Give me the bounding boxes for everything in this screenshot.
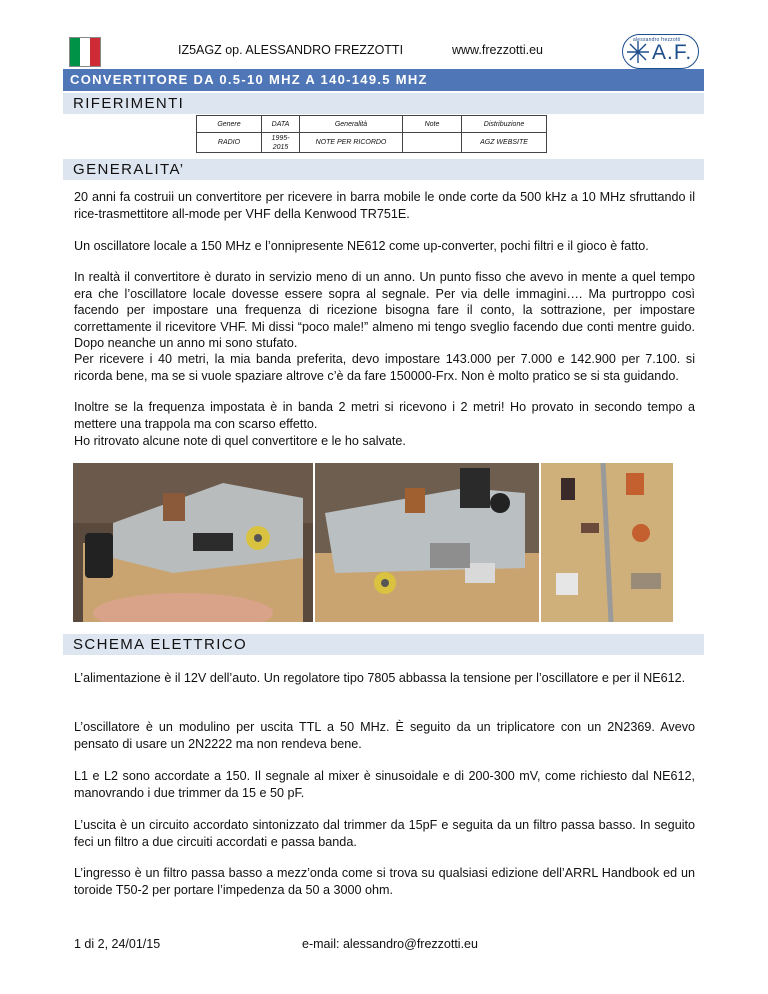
table-cell: AGZ WEBSITE [462,133,547,153]
table-header-cell: Genere [197,116,262,133]
paragraph: L’uscita è un circuito accordato sintonizzato dal trimmer da 15pF e seguita da un filtro passa basso. In seguito feci un filtro a due circuiti accordati e passa banda. [74,818,695,849]
reference-table [196,115,547,153]
converter-photo-1 [73,463,313,622]
section-generalita [63,159,704,180]
converter-photo-3 [541,463,673,622]
section-schema-elettrico [63,634,704,655]
table-cell: RADIO [197,133,262,153]
section-title: SCHEMA ELETTRICO [73,636,248,653]
footer-email: e-mail: alessandro@frezzotti.eu [302,937,478,951]
paragraph: Ho ritrovato alcune note di quel convertitore e le ho salvate. [74,434,406,448]
table-header-cell: Generalità [300,116,403,133]
italian-flag [69,37,101,67]
paragraph: Per ricevere i 40 metri, la mia banda preferita, devo impostare 143.000 per 7.000 e 142.900 per 7.100. si ricorda bene, ma se si vuole spaziare altrove c’è da fare 150000-Frx. Non è molto pratico se si sta guidando. [74,352,695,383]
section-riferimenti [63,93,704,114]
paragraph: L1 e L2 sono accordate a 150. Il segnale al mixer è sinusoidale e di 200-300 mV, come richiesto dal NE612, manovrando i due trimmer da 15 e 50 pF. [74,769,695,800]
logo-small-text: alessandro frezzotti [633,37,681,43]
af-logo [622,34,699,69]
document-title-bar [63,69,704,91]
logo-text: A.F. [652,41,693,64]
paragraph: Un oscillatore locale a 150 MHz e l’onnipresente NE612 come up-converter, pochi filtri e il gioco è fatto. [74,239,649,253]
table-header-cell: Note [403,116,462,133]
document-title: CONVERTITORE DA 0.5-10 MHZ A 140-149.5 MHZ [70,72,428,87]
paragraph: 20 anni fa costruii un convertitore per ricevere in barra mobile le onde corte da 500 kHz a 10 MHz sfruttando il rice-trasmettitore all-mode per VHF della Kenwood TR751E. [74,190,695,221]
table-cell: 1995- 2015 [262,133,300,153]
paragraph: L’alimentazione è il 12V dell’auto. Un regolatore tipo 7805 abbassa la tensione per l’oscillatore e per il NE612. [74,671,686,685]
footer-page-info: 1 di 2, 24/01/15 [74,937,161,951]
table-row [197,133,547,153]
table-header-row [197,116,547,133]
table-cell: NOTE PER RICORDO [300,133,403,153]
section-title: GENERALITA’ [73,161,185,178]
converter-photo-2 [315,463,539,622]
paragraph: L’oscillatore è un modulino per uscita TTL a 50 MHz. È seguito da un triplicatore con un 2N2369. Avevo pensato di usare un 2N2222 ma non rendeva bene. [74,720,695,751]
header-website: www.frezzotti.eu [452,43,544,57]
section-title: RIFERIMENTI [73,95,185,112]
header-author: IZ5AGZ op. ALESSANDRO FREZZOTTI [178,43,404,57]
table-header-cell: DATA [262,116,300,133]
table-header-cell: Distribuzione [462,116,547,133]
paragraph: L’ingresso è un filtro passa basso a mezz’onda come si trova su qualsiasi edizione dell’ARRL Handbook ed un toroide T50-2 per portare l’impedenza da 50 a 3000 ohm. [74,866,695,897]
paragraph: In realtà il convertitore è durato in servizio meno di un anno. Un punto fisso che avevo in mente a quel tempo era che l’oscillatore locale dovesse essere sopra al segnale. Per via delle immagini…. Ma purtroppo così facendo per impostare una frequenza di ricezione bisogna fare il conto, la sottrazione, per impostare correttamente il ricevitore VHF. Mi dissi “poco male!” almeno mi tengo sveglio facendo due conti mentre guido. Dopo neanche un anno mi sono stufato. [74,270,695,350]
paragraph: Inoltre se la frequenza impostata è in banda 2 metri si ricevono i 2 metri! Ho provato in secondo tempo a mettere una trappola ma con scarso effetto. [74,400,695,431]
table-cell [403,133,462,153]
